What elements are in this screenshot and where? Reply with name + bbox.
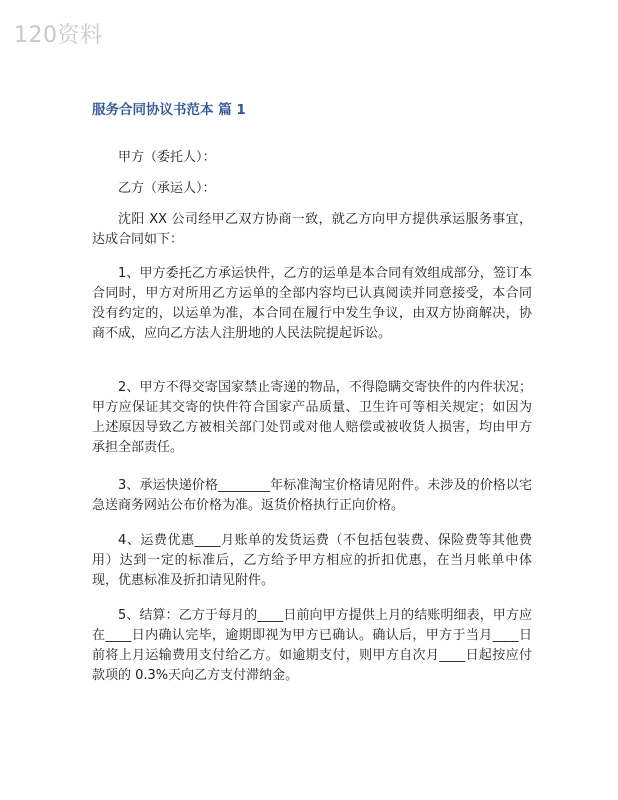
party-b-line: 乙方（承运人）： [118, 181, 216, 196]
document-title: 服务合同协议书范本 篇 1 [92, 102, 246, 118]
party-a-line: 甲方（委托人）： [118, 150, 216, 165]
clause-4-paragraph: 4、运费优惠____月账单的发货运费（不包括包装费、保险费等其他费用）达到一定的标准后，乙方给予甲方相应的折扣优惠，在当月帐单中体现，优惠标准及折扣请见附件。 [92, 533, 532, 588]
watermark-logo: 120资料 [14, 23, 103, 48]
clause-1-paragraph: 1、甲方委托乙方承运快件，乙方的运单是本合同有效组成部分，签订本合同时，甲方对所用乙方运单的全部内容均已认真阅读并同意接受，本合同没有约定的，以运单为准，本合同在履行中发生争议，由双方协商解决，协商不成，应向乙方法人注册地的人民法院提起诉讼。 [92, 266, 532, 341]
clause-5-paragraph: 5、结算：乙方于每月的____日前向甲方提供上月的结账明细表，甲方应在____日内确认完毕，逾期即视为甲方已确认。确认后，甲方于当月____日前将上月运输费用支付给乙方。如逾期支付，则甲方自次月____日起按应付款项的 0.3%天向乙方支付滞纳金。 [92, 608, 532, 683]
clause-2-paragraph: 2、甲方不得交寄国家禁止寄递的物品，不得隐瞒交寄快件的内件状况；甲方应保证其交寄的快件符合国家产品质量、卫生许可等相关规定；如因为上述原因导致乙方被相关部门处罚或对他人赔偿或被收货人损害，均由甲方承担全部责任。 [92, 380, 532, 455]
intro-paragraph: 沈阳 XX 公司经甲乙双方协商一致，就乙方向甲方提供承运服务事宜，达成合同如下： [92, 212, 532, 247]
clause-3-paragraph: 3、承运快递价格________年标准淘宝价格请见附件。未涉及的价格以宅急送商务网站公布价格为准。返货价格执行正向价格。 [92, 478, 532, 513]
